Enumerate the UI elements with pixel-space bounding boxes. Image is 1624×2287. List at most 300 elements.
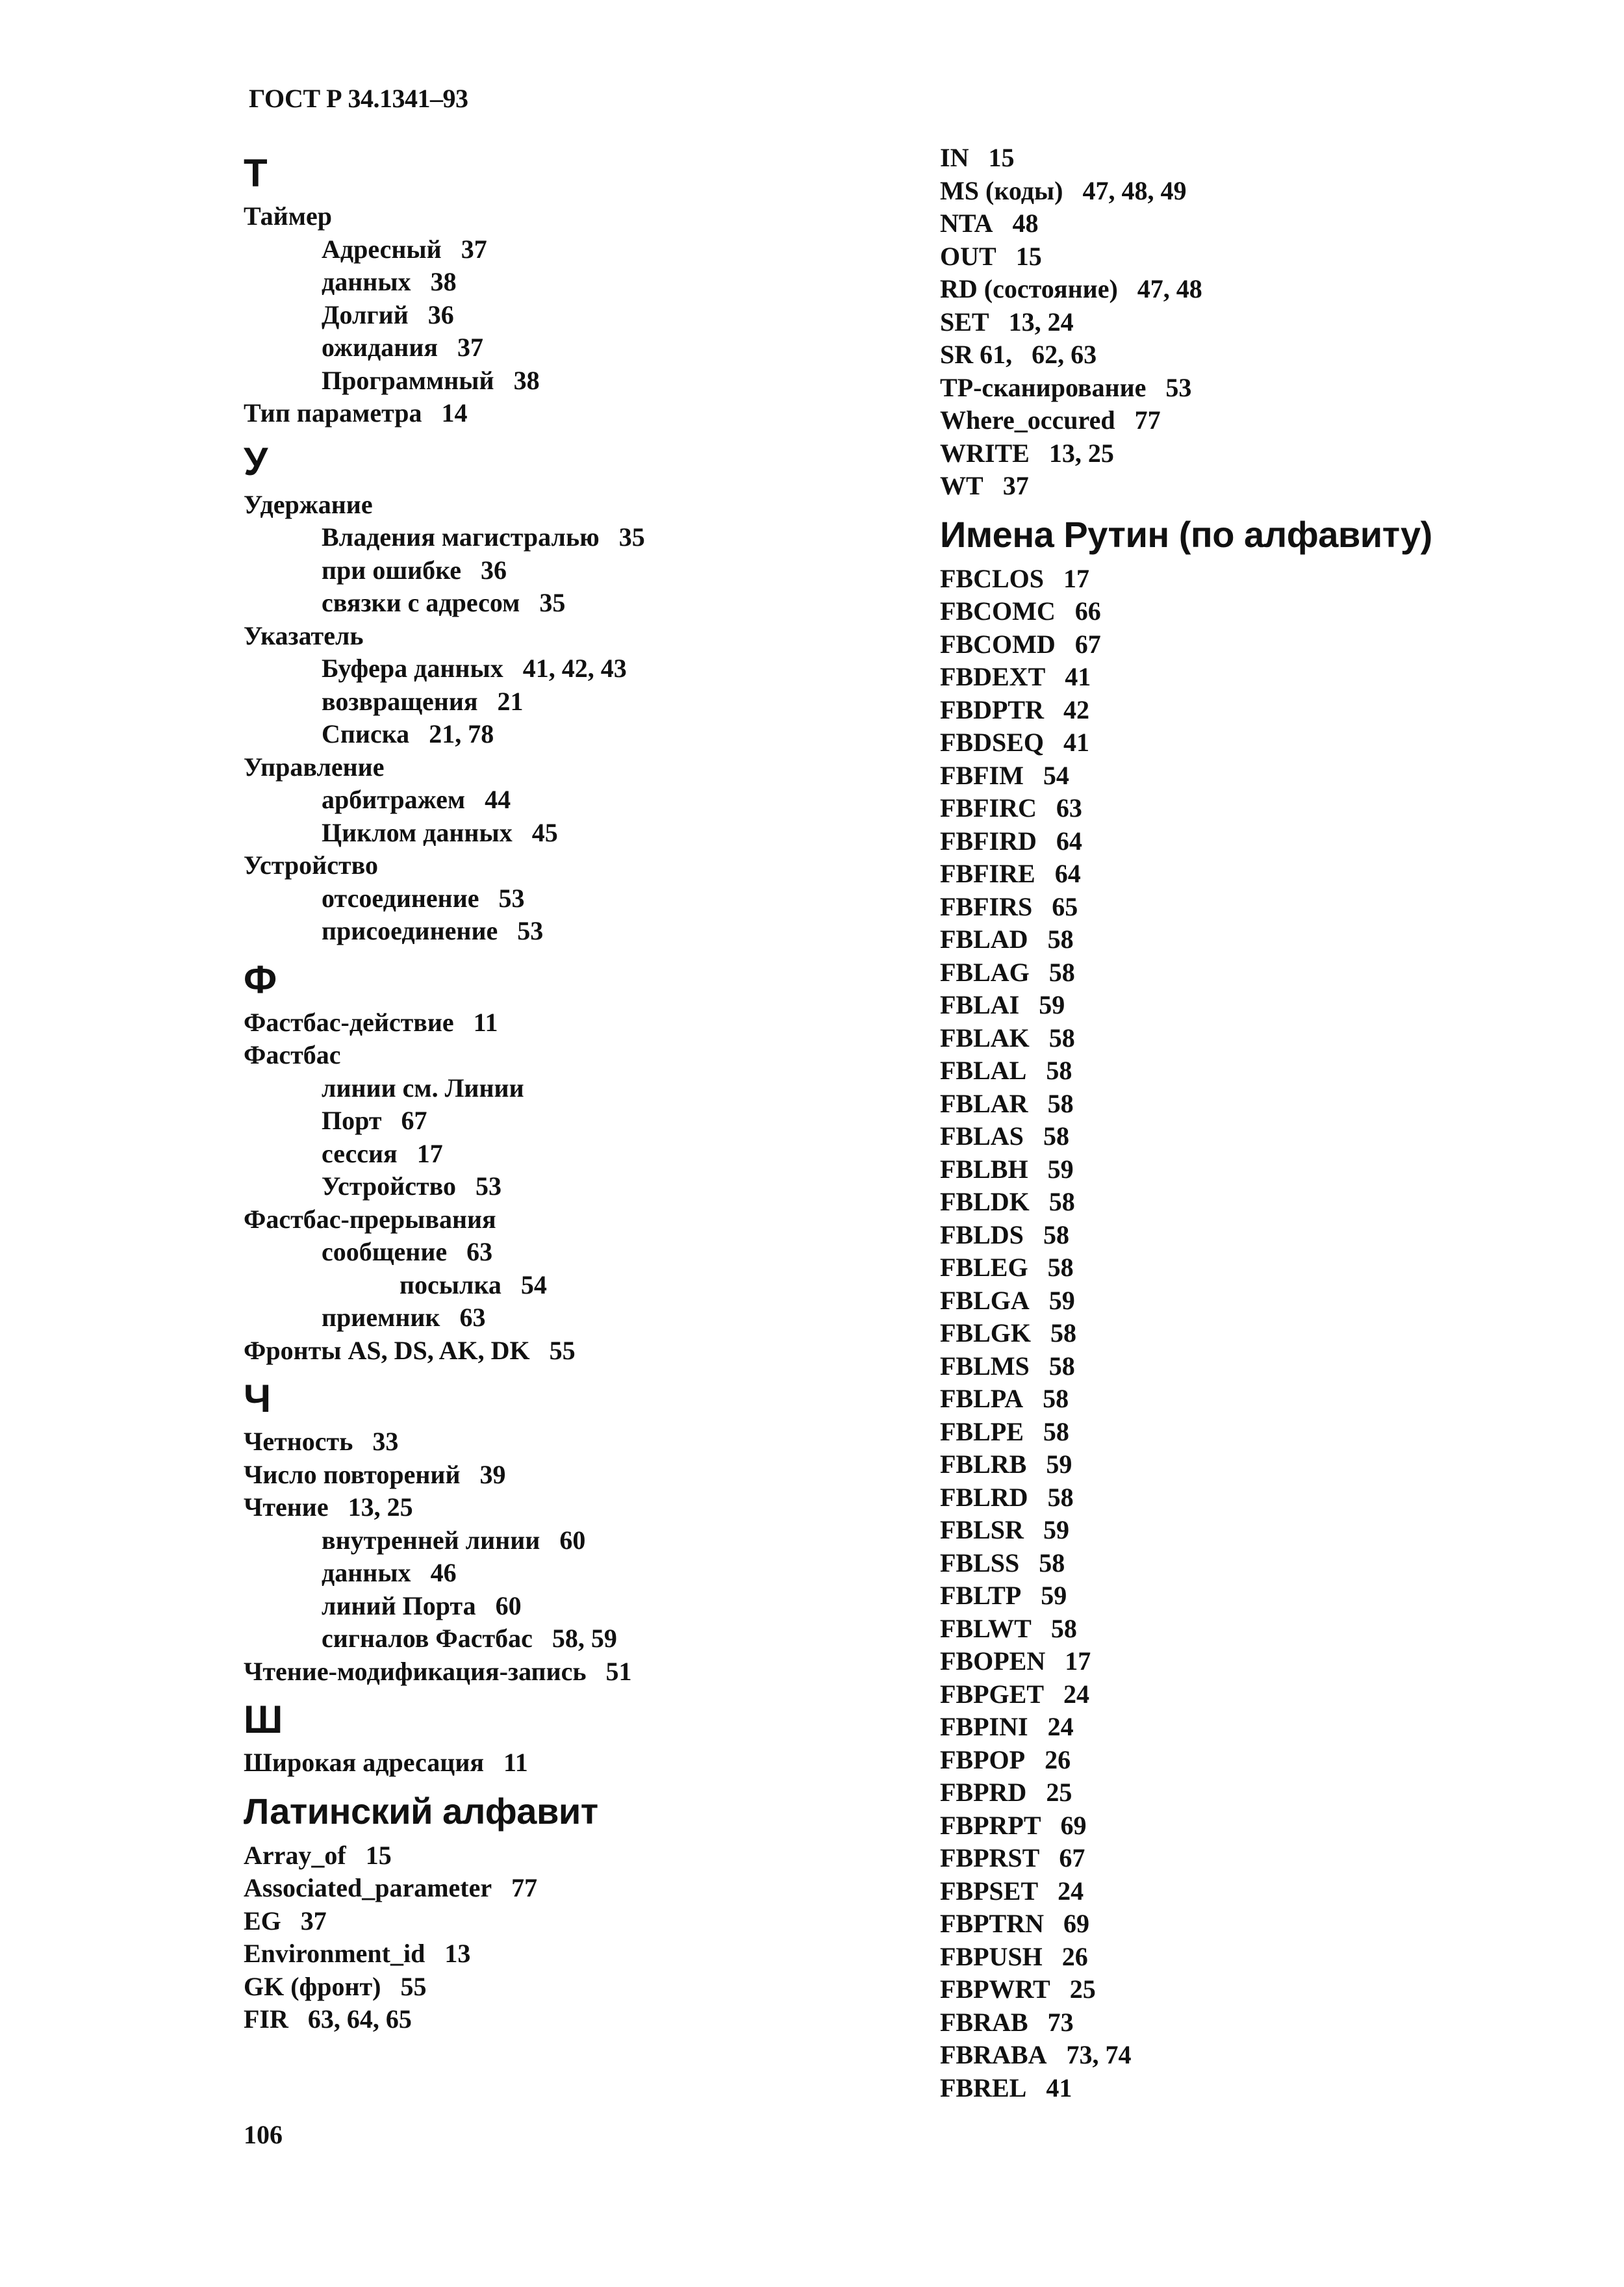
index-entry [940, 1448, 1590, 1481]
index-entry [244, 1491, 893, 1524]
index-term: Управление [244, 752, 385, 782]
section-title: Имена Рутин (по алфавиту) [940, 513, 1432, 555]
index-entry [940, 1908, 1590, 1941]
index-entry [940, 1645, 1590, 1678]
index-pages: 53 [498, 883, 525, 913]
index-term: Фастбас [244, 1040, 341, 1069]
index-pages: 60 [559, 1525, 586, 1555]
index-term: FBCLOS [940, 563, 1045, 593]
index-entry [940, 1842, 1590, 1875]
index-pages: 42 [1063, 695, 1089, 724]
section-letter: Т [244, 151, 268, 195]
index-entry [940, 1186, 1590, 1219]
index-term: сигналов Фастбас [322, 1624, 533, 1653]
index-pages: 58 [1043, 1220, 1069, 1249]
index-pages: 14 [441, 398, 468, 428]
index-pages: 13, 25 [348, 1492, 413, 1522]
index-term: FBDEXT [940, 662, 1046, 691]
index-pages: 59 [1043, 1515, 1069, 1544]
index-entry [940, 858, 1590, 891]
index-entry [940, 1088, 1590, 1121]
index-entry [940, 372, 1590, 405]
index-entry [940, 726, 1590, 760]
page-header: ГОСТ Р 34.1341–93 [249, 84, 468, 113]
page-number: 106 [244, 2120, 283, 2149]
index-pages: 25 [1069, 1974, 1096, 2004]
index-entry [940, 1251, 1590, 1284]
index-entry [244, 1006, 893, 1040]
index-term: FBLWT [940, 1613, 1032, 1643]
index-term: Where_occured [940, 405, 1115, 435]
index-entry [244, 718, 893, 751]
index-term: Широкая адресация [244, 1748, 484, 1777]
index-entry [940, 1579, 1590, 1613]
index-entry [244, 299, 893, 332]
index-entry [940, 1350, 1590, 1383]
index-term: FBLRD [940, 1482, 1028, 1512]
index-entry [940, 1776, 1590, 1809]
index-pages: 55 [400, 1971, 427, 2001]
index-pages: 55 [549, 1335, 576, 1365]
index-entry [940, 792, 1590, 825]
index-entry [244, 1937, 893, 1971]
index-term: FBPRPT [940, 1810, 1041, 1840]
index-pages: 60 [495, 1591, 522, 1620]
index-term: Фастбас-прерывания [244, 1204, 496, 1234]
index-entry [244, 200, 893, 233]
index-entry [940, 339, 1590, 372]
index-term: FBPTRN [940, 1909, 1044, 1938]
index-entry [940, 825, 1590, 858]
index-term: Устройство [322, 1171, 456, 1201]
index-entry [244, 1905, 893, 1938]
index-pages: 59 [1046, 1450, 1072, 1479]
index-pages: 59 [1047, 1154, 1074, 1184]
index-term: Чтение-модификация-запись [244, 1656, 587, 1686]
index-pages: 58 [1047, 1088, 1074, 1118]
index-entry [940, 628, 1590, 661]
index-pages: 58 [1050, 1613, 1077, 1643]
index-term: FBFIRS [940, 891, 1033, 921]
index-entry [940, 1613, 1590, 1646]
index-pages: 58 [1050, 1318, 1077, 1348]
index-entry [940, 891, 1590, 924]
index-entry [940, 470, 1590, 503]
index-term: линий Порта [322, 1591, 476, 1620]
index-term: при ошибке [322, 555, 461, 585]
index-pages: 48 [1012, 209, 1039, 238]
index-pages: 77 [511, 1873, 538, 1902]
index-entry [244, 1269, 893, 1302]
section-letter: Ш [244, 1698, 283, 1741]
index-pages: 41, 42, 43 [522, 654, 627, 683]
index-term: сообщение [322, 1237, 448, 1266]
index-pages: 59 [1039, 990, 1065, 1019]
index-pages: 11 [473, 1007, 498, 1037]
index-term: ожидания [322, 333, 438, 362]
index-term: RD (состояние) [940, 274, 1118, 303]
index-entry [244, 1971, 893, 2004]
index-pages: 35 [618, 522, 645, 552]
index-pages: 59 [1048, 1285, 1075, 1315]
index-pages: 24 [1063, 1679, 1090, 1709]
index-term: сессия [322, 1138, 398, 1168]
index-pages: 13 [444, 1939, 471, 1968]
index-term: FBLAL [940, 1056, 1027, 1085]
index-pages: 58 [1048, 1351, 1075, 1381]
index-term: Программный [322, 365, 494, 395]
index-entry [940, 404, 1590, 437]
index-term: линии см. Линии [322, 1073, 524, 1103]
index-term: FBLSR [940, 1515, 1024, 1544]
index-term: FBCOMC [940, 596, 1056, 626]
index-pages: 69 [1063, 1909, 1089, 1938]
index-term: FBLBH [940, 1154, 1028, 1184]
index-pages: 65 [1052, 891, 1078, 921]
index-pages: 21, 78 [429, 719, 494, 748]
index-term: FBLAI [940, 990, 1020, 1019]
index-entry [244, 882, 893, 915]
index-entry [244, 1039, 893, 1072]
index-pages: 46 [430, 1558, 457, 1587]
index-term: данных [322, 1558, 411, 1587]
index-entry [940, 1744, 1590, 1777]
index-pages: 41 [1063, 728, 1090, 757]
index-term: GK (фронт) [244, 1971, 381, 2001]
index-pages: 41 [1065, 662, 1091, 691]
index-entry [940, 1219, 1590, 1252]
index-term: FBPRD [940, 1778, 1027, 1807]
index-entry [244, 1746, 893, 1780]
index-entry [244, 1203, 893, 1236]
index-entry [940, 175, 1590, 208]
index-entry [244, 620, 893, 653]
index-entry [940, 306, 1590, 339]
index-pages: 47, 48 [1137, 274, 1202, 303]
index-entry [244, 397, 893, 430]
index-pages: 45 [531, 817, 558, 847]
index-pages: 73, 74 [1066, 2040, 1132, 2069]
index-entry [940, 1284, 1590, 1318]
index-term: Чтение [244, 1492, 329, 1522]
index-entry [244, 489, 893, 522]
index-entry [244, 331, 893, 364]
index-term: Array_of [244, 1840, 346, 1870]
index-term: Число повторений [244, 1459, 461, 1489]
index-term: FBFIM [940, 760, 1024, 790]
index-entry [244, 1301, 893, 1335]
right-index-column [940, 142, 1590, 2104]
section-letter: Ф [244, 957, 277, 1001]
index-entry [940, 2072, 1590, 2105]
index-term: FBFIRC [940, 793, 1037, 823]
index-pages: 39 [479, 1459, 506, 1489]
index-entry [940, 1809, 1590, 1843]
index-pages: 41 [1046, 2073, 1072, 2102]
index-pages: 26 [1045, 1744, 1071, 1774]
index-pages: 58 [1047, 1253, 1074, 1282]
index-entry [940, 1022, 1590, 1055]
index-term: Фастбас-действие [244, 1007, 454, 1037]
index-entry [940, 1120, 1590, 1153]
index-term: FBLDS [940, 1220, 1024, 1249]
index-pages: 36 [480, 555, 507, 585]
index-pages: 63 [459, 1303, 486, 1332]
index-term: WRITE [940, 438, 1030, 468]
index-entry [244, 1622, 893, 1655]
index-term: FBPOP [940, 1744, 1026, 1774]
index-pages: 77 [1134, 405, 1161, 435]
index-entry [940, 1317, 1590, 1350]
index-term: посылка [400, 1270, 501, 1299]
index-term: EG [244, 1906, 281, 1936]
index-pages: 58 [1043, 1416, 1069, 1446]
index-term: SET [940, 307, 989, 337]
index-term: FBLTP [940, 1581, 1022, 1610]
index-pages: 44 [485, 785, 511, 814]
index-term: Списка [322, 719, 410, 748]
index-term: FBLAD [940, 925, 1028, 954]
index-pages: 63, 64, 65 [307, 2004, 412, 2034]
index-pages: 37 [300, 1906, 327, 1936]
index-pages: 53 [475, 1171, 501, 1201]
index-term: Таймер [244, 201, 332, 231]
index-entry [244, 1524, 893, 1557]
index-term: Порт [322, 1106, 382, 1135]
index-term: FBLGK [940, 1318, 1032, 1348]
index-entry [244, 817, 893, 850]
index-term: FBLAR [940, 1088, 1028, 1118]
index-pages: 25 [1046, 1778, 1072, 1807]
index-entry [244, 1557, 893, 1590]
index-pages: 47, 48, 49 [1082, 175, 1187, 205]
index-pages: 15 [988, 143, 1015, 172]
index-entry [244, 266, 893, 299]
index-term: NTA [940, 209, 993, 238]
index-entry [940, 1875, 1590, 1908]
index-term: Associated_parameter [244, 1873, 492, 1902]
index-term: присоединение [322, 916, 498, 945]
index-pages: 67 [401, 1106, 427, 1135]
index-term: FBREL [940, 2073, 1027, 2102]
index-entry [940, 1481, 1590, 1514]
index-entry [244, 685, 893, 719]
index-entry [244, 1590, 893, 1623]
index-pages: 11 [503, 1748, 528, 1777]
index-pages: 38 [430, 267, 457, 296]
index-term: FBLPA [940, 1384, 1024, 1413]
index-term: WT [940, 471, 983, 500]
index-pages: 58, 59 [552, 1624, 617, 1653]
index-term: FBLGA [940, 1285, 1030, 1315]
index-pages: 13, 25 [1048, 438, 1114, 468]
index-term: FBFIRE [940, 859, 1035, 888]
index-term: Адресный [322, 234, 442, 264]
index-pages: 54 [1043, 760, 1069, 790]
index-entry [244, 364, 893, 398]
index-pages: 58 [1047, 925, 1074, 954]
index-pages: 21 [497, 686, 524, 716]
index-pages: 17 [1065, 1646, 1091, 1676]
index-entry [244, 1105, 893, 1138]
index-pages: 17 [1063, 563, 1090, 593]
index-term: FBRABA [940, 2040, 1047, 2069]
index-term: FBDSEQ [940, 728, 1045, 757]
index-entry [940, 595, 1590, 628]
index-pages: 67 [1074, 629, 1101, 659]
index-pages: 54 [520, 1270, 547, 1299]
index-pages: 37 [457, 333, 484, 362]
index-entry [940, 1678, 1590, 1711]
index-term: SR 61, [940, 340, 1013, 369]
index-entry [244, 915, 893, 948]
index-pages: 58 [1048, 1187, 1075, 1216]
index-entry [940, 1547, 1590, 1580]
section-title: Латинский алфавит [244, 1790, 598, 1832]
index-entry [940, 1383, 1590, 1416]
index-term: IN [940, 143, 969, 172]
index-entry [244, 1839, 893, 1872]
index-pages: 58 [1039, 1548, 1065, 1578]
index-term: OUT [940, 241, 996, 271]
index-pages: 62, 63 [1032, 340, 1097, 369]
index-entry [940, 989, 1590, 1022]
index-entry [244, 233, 893, 266]
index-entry [244, 2003, 893, 2036]
index-term: FIR [244, 2004, 288, 2034]
index-entry [940, 1711, 1590, 1744]
index-entry [940, 1054, 1590, 1088]
index-pages: 38 [513, 365, 540, 395]
index-entry [940, 207, 1590, 240]
index-term: Четность [244, 1427, 353, 1456]
index-entry [244, 521, 893, 554]
index-term: Владения магистралью [322, 522, 600, 552]
index-entry [940, 1973, 1590, 2006]
index-entry [940, 1514, 1590, 1547]
index-entry [940, 1416, 1590, 1449]
index-pages: 59 [1041, 1581, 1067, 1610]
index-entry [244, 849, 893, 882]
index-pages: 69 [1060, 1810, 1087, 1840]
index-pages: 24 [1058, 1876, 1084, 1906]
index-entry [940, 923, 1590, 956]
index-entry [244, 587, 893, 620]
index-term: FBLEG [940, 1253, 1028, 1282]
index-term: внутренней линии [322, 1525, 540, 1555]
index-pages: 73 [1047, 2007, 1074, 2037]
index-term: MS (коды) [940, 175, 1063, 205]
index-term: Environment_id [244, 1939, 425, 1968]
index-entry [244, 1170, 893, 1203]
index-term: приемник [322, 1303, 440, 1332]
index-pages: 15 [1015, 241, 1042, 271]
index-term: Тип параметра [244, 398, 422, 428]
index-pages: 37 [1002, 471, 1029, 500]
index-entry [244, 1335, 893, 1368]
index-entry [940, 1941, 1590, 1974]
index-term: FBDPTR [940, 695, 1044, 724]
index-pages: 24 [1047, 1712, 1074, 1741]
index-term: Удержание [244, 489, 373, 519]
index-entry [244, 784, 893, 817]
index-term: FBPWRT [940, 1974, 1050, 2004]
index-term: Фронты AS, DS, AK, DK [244, 1335, 530, 1365]
index-term: FBOPEN [940, 1646, 1046, 1676]
index-entry [244, 1872, 893, 1905]
index-term: FBLRB [940, 1450, 1027, 1479]
section-letter: У [244, 439, 268, 483]
index-entry [244, 751, 893, 784]
index-entry [244, 1138, 893, 1171]
index-term: Циклом данных [322, 817, 513, 847]
index-term: Устройство [244, 850, 378, 880]
index-entry [940, 563, 1590, 596]
index-pages: 17 [416, 1138, 443, 1168]
index-term: FBPUSH [940, 1941, 1043, 1971]
index-pages: 64 [1054, 859, 1081, 888]
index-pages: 67 [1059, 1843, 1085, 1872]
index-pages: 51 [605, 1656, 632, 1686]
index-term: FBPGET [940, 1679, 1045, 1709]
index-pages: 26 [1061, 1941, 1088, 1971]
index-entry [244, 1655, 893, 1689]
index-term: данных [322, 267, 411, 296]
index-pages: 58 [1047, 1482, 1074, 1512]
index-pages: 35 [539, 588, 566, 617]
index-term: FBPSET [940, 1876, 1039, 1906]
index-entry [244, 1459, 893, 1492]
index-entry [940, 661, 1590, 694]
index-pages: 36 [427, 300, 454, 329]
index-term: FBCOMD [940, 629, 1056, 659]
index-entry [940, 437, 1590, 470]
index-pages: 58 [1043, 1121, 1069, 1151]
index-term: возвращения [322, 686, 478, 716]
index-pages: 58 [1048, 957, 1075, 987]
index-entry [244, 1236, 893, 1269]
index-term: FBLDK [940, 1187, 1030, 1216]
index-term: связки с адресом [322, 588, 520, 617]
index-term: FBPINI [940, 1712, 1028, 1741]
index-pages: 58 [1048, 1023, 1075, 1053]
index-term: Указатель [244, 620, 364, 650]
index-pages: 63 [466, 1237, 493, 1266]
index-entry [940, 1153, 1590, 1186]
index-pages: 64 [1056, 826, 1082, 856]
index-term: FBLMS [940, 1351, 1030, 1381]
index-term: FBFIRD [940, 826, 1037, 856]
left-index-column [244, 142, 893, 2036]
index-entry [244, 652, 893, 685]
index-pages: 37 [461, 234, 487, 264]
index-entry [940, 2006, 1590, 2039]
index-entry [940, 956, 1590, 990]
index-term: арбитражем [322, 785, 466, 814]
index-entry [244, 554, 893, 587]
index-entry [940, 240, 1590, 274]
index-term: FBLSS [940, 1548, 1020, 1578]
index-pages: 53 [517, 916, 544, 945]
index-pages: 58 [1043, 1384, 1069, 1413]
index-entry [244, 1425, 893, 1459]
index-term: FBLAK [940, 1023, 1030, 1053]
index-entry [940, 694, 1590, 727]
index-entry [244, 1072, 893, 1105]
index-pages: 66 [1074, 596, 1101, 626]
index-pages: 58 [1046, 1056, 1072, 1085]
section-letter: Ч [244, 1377, 272, 1420]
